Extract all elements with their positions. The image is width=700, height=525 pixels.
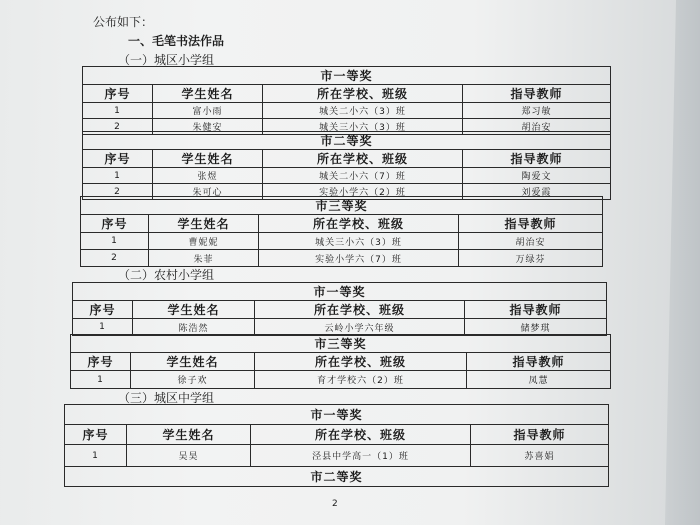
header-student-name: 学生姓名: [153, 85, 263, 103]
cell-student-name: 朱菲: [149, 250, 259, 267]
header-index: 序号: [83, 85, 153, 103]
header-teacher: 指导教师: [471, 425, 609, 445]
header-student-name: 学生姓名: [131, 353, 255, 371]
award-title: 市一等奖: [65, 405, 609, 425]
cell-student-name: 曹妮妮: [149, 233, 259, 250]
cell-school-class: 云岭小学六年级: [255, 319, 465, 336]
header-teacher: 指导教师: [463, 150, 611, 168]
cell-student-name: 陈浩然: [133, 319, 255, 336]
header-index: 序号: [73, 301, 133, 319]
cell-school-class: 城关二小六（7）班: [263, 168, 463, 184]
cell-index: 1: [81, 233, 149, 250]
award-title: 市一等奖: [73, 283, 607, 301]
cell-index: 2: [83, 119, 153, 135]
header-student-name: 学生姓名: [127, 425, 251, 445]
cell-teacher: 凤慧: [467, 371, 611, 389]
cell-student-name: 朱健安: [153, 119, 263, 135]
cell-teacher: 胡治安: [459, 233, 603, 250]
cell-student-name: 吴昊: [127, 445, 251, 467]
header-teacher: 指导教师: [459, 215, 603, 233]
award-table: [64, 404, 609, 487]
header-index: 序号: [71, 353, 131, 371]
award-title: 市三等奖: [71, 335, 611, 353]
cell-school-class: 城关三小六（3）班: [259, 233, 459, 250]
cell-teacher: 刘爱霞: [463, 184, 611, 200]
cell-index: 1: [65, 445, 127, 467]
cell-teacher: 陶爱文: [463, 168, 611, 184]
award-title: 市二等奖: [83, 132, 611, 150]
cell-index: 1: [83, 103, 153, 119]
award-table: [80, 196, 603, 267]
cell-student-name: 张煜: [153, 168, 263, 184]
award-title: 市二等奖: [65, 467, 609, 487]
cell-index: 1: [71, 371, 131, 389]
table-row: [81, 233, 603, 250]
intro-text: 公布如下：: [93, 15, 154, 29]
table-row: [71, 371, 611, 389]
header-teacher: 指导教师: [467, 353, 611, 371]
header-teacher: 指导教师: [463, 85, 611, 103]
section-title: 一、毛笔书法作品: [128, 34, 225, 48]
cell-index: 1: [83, 168, 153, 184]
table-row: [83, 103, 611, 119]
header-index: 序号: [65, 425, 127, 445]
award-title: 市三等奖: [81, 197, 603, 215]
cell-school-class: 城关二小六（3）班: [263, 103, 463, 119]
cell-student-name: 朱可心: [153, 184, 263, 200]
cell-teacher: 胡治安: [463, 119, 611, 135]
cell-teacher: 郑习敏: [463, 103, 611, 119]
cell-teacher: 万绿芬: [459, 250, 603, 267]
header-school-class: 所在学校、班级: [263, 85, 463, 103]
table-row: [73, 319, 607, 336]
award-table: [70, 334, 611, 389]
table-row: [65, 445, 609, 467]
header-school-class: 所在学校、班级: [263, 150, 463, 168]
header-index: 序号: [81, 215, 149, 233]
award-title: 市一等奖: [83, 67, 611, 85]
cell-index: 1: [73, 319, 133, 336]
cell-student-name: 富小雨: [153, 103, 263, 119]
award-table: [72, 282, 607, 336]
header-index: 序号: [83, 150, 153, 168]
award-table: [82, 66, 611, 135]
cell-school-class: 城关三小六（3）班: [263, 119, 463, 135]
award-table: [82, 131, 611, 200]
header-school-class: 所在学校、班级: [259, 215, 459, 233]
cell-teacher: 储梦琪: [465, 319, 607, 336]
cell-school-class: 育才学校六（2）班: [255, 371, 467, 389]
header-teacher: 指导教师: [465, 301, 607, 319]
cell-student-name: 徐子欢: [131, 371, 255, 389]
cell-index: 2: [81, 250, 149, 267]
table-row: [83, 168, 611, 184]
header-school-class: 所在学校、班级: [255, 301, 465, 319]
cell-school-class: 实验小学六（2）班: [263, 184, 463, 200]
cell-index: 2: [83, 184, 153, 200]
cell-school-class: 泾县中学高一（1）班: [251, 445, 471, 467]
cell-teacher: 苏喜娟: [471, 445, 609, 467]
header-student-name: 学生姓名: [133, 301, 255, 319]
page-number: 2: [332, 499, 338, 509]
group-label-rural-primary: （二）农村小学组: [118, 268, 215, 282]
header-student-name: 学生姓名: [149, 215, 259, 233]
table-row: [81, 250, 603, 267]
cell-school-class: 实验小学六（7）班: [259, 250, 459, 267]
header-student-name: 学生姓名: [153, 150, 263, 168]
header-school-class: 所在学校、班级: [255, 353, 467, 371]
header-school-class: 所在学校、班级: [251, 425, 471, 445]
group-label-urban-primary: （一）城区小学组: [118, 53, 215, 67]
group-label-urban-middle: （三）城区中学组: [118, 391, 215, 405]
